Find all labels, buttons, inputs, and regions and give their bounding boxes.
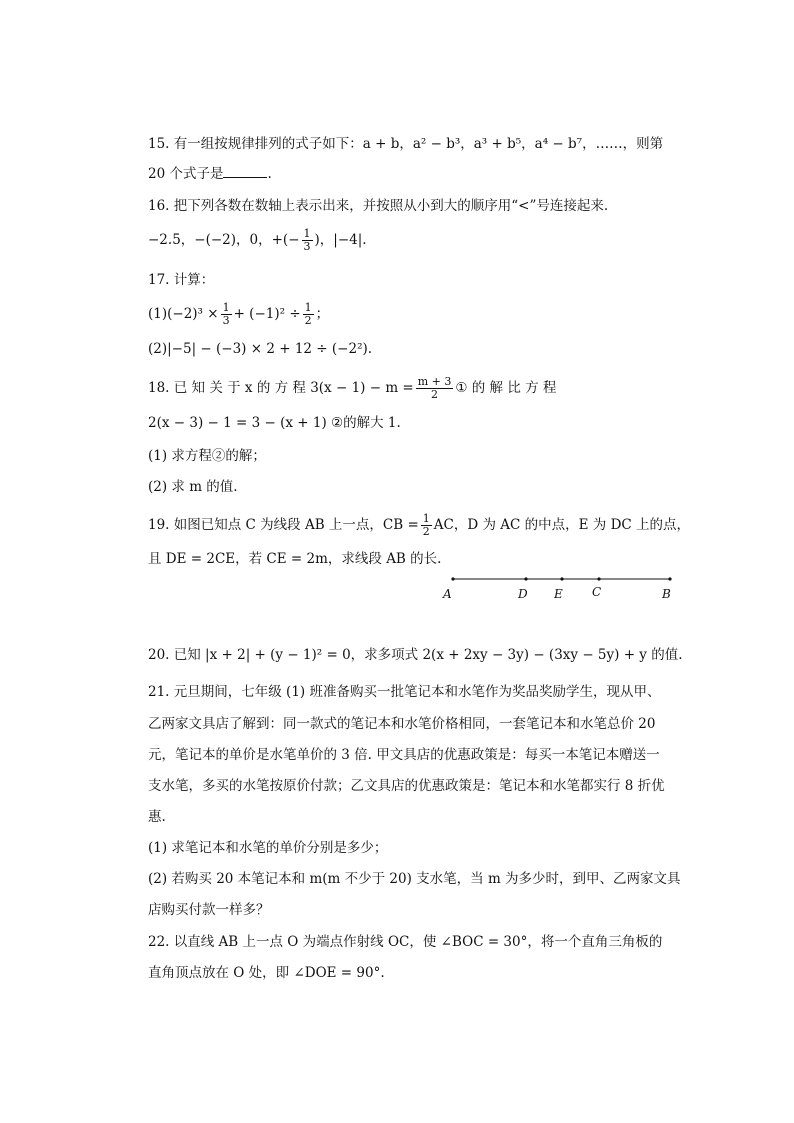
q21-line3: 元，笔记本的单价是水笔单价的 3 倍. 甲文具店的优惠政策是：每买一本笔记本赠送一	[148, 747, 660, 763]
line-segment-diagram	[436, 570, 686, 606]
q19-line1-a: 19. 如图已知点 C 为线段 AB 上一点，CB =	[148, 517, 419, 533]
point-b-dot	[668, 577, 671, 580]
answer-blank	[223, 165, 267, 178]
q21-line1: 21. 元旦期间，七年级 (1) 班准备购买一批笔记本和水笔作为奖品奖励学生，现从甲、	[148, 684, 661, 700]
q17-p1-b: + (−1)² ÷	[233, 306, 301, 322]
point-e-label: E	[554, 587, 563, 601]
q21-part1: (1) 求笔记本和水笔的单价分别是多少；	[148, 840, 388, 856]
fraction-denominator: 2	[422, 525, 430, 538]
q21-line4: 支水笔，多买的水笔按原价付款；乙文具店的优惠政策是：笔记本和水笔都实行 8 折优	[148, 778, 665, 794]
q19-fraction	[421, 513, 432, 538]
q18-part2: (2) 求 m 的值.	[148, 479, 238, 495]
fraction-numerator: 1	[422, 512, 430, 525]
q21-line2: 乙两家文具店了解到：同一款式的笔记本和水笔价格相同，一套笔记本和水笔总价 20	[148, 716, 656, 732]
q16-numbers-end: )，|−4|.	[314, 232, 367, 248]
point-c-label: C	[592, 585, 602, 599]
point-e-dot	[560, 577, 563, 580]
point-d-dot	[524, 577, 527, 580]
fraction-numerator: 1	[303, 227, 311, 240]
q16-line1: 16. 把下列各数在数轴上表示出来，并按照从小到大的顺序用“<”号连接起来.	[148, 198, 609, 214]
q21-line5: 惠.	[148, 809, 166, 825]
q15-line2-text: 20 个式子是	[148, 166, 224, 182]
point-d-label: D	[518, 587, 528, 601]
q17-fraction-2	[303, 302, 314, 327]
point-b-label: B	[662, 587, 671, 601]
q16-fraction	[302, 228, 313, 253]
q17-part1	[148, 302, 329, 327]
q18-fraction	[416, 376, 454, 401]
q17-part2: (2)|−5| − (−3) × 2 + 12 ÷ (−2²).	[148, 341, 373, 357]
q17-p1-c: ；	[315, 306, 330, 322]
fraction-numerator: 1	[222, 301, 230, 314]
q19-line1-b: AC，D 为 AC 的中点，E 为 DC 上的点，	[433, 517, 691, 533]
point-a-dot	[451, 577, 454, 580]
q18-line1-b: ① 的 解 比 方 程	[455, 380, 557, 396]
q18-line2: 2(x − 3) − 1 = 3 − (x + 1) ②的解大 1.	[148, 415, 401, 431]
q15-line1: 15. 有一组按规律排列的式子如下：a + b，a² − b³，a³ + b⁵，a⁴ − b⁷，……，则第	[148, 136, 664, 152]
fraction-denominator: 2	[431, 388, 439, 401]
q18-line1	[148, 376, 556, 401]
q17-p1-a: (1)(−2)³ ×	[148, 306, 219, 322]
q22-line1: 22. 以直线 AB 上一点 O 为端点作射线 OC，使 ∠BOC = 30°，将一个直角三角板的	[148, 934, 663, 950]
q18-line1-a: 18. 已 知 关 于 x 的 方 程 3(x − 1) − m =	[148, 380, 414, 396]
q19-line2: 且 DE = 2CE，若 CE = 2m，求线段 AB 的长.	[148, 551, 442, 567]
q18-part1: (1) 求方程②的解；	[148, 448, 266, 464]
q21-part2-line2: 店购买付款一样多？	[148, 902, 270, 918]
q16-numbers-start: −2.5，−(−2)，0，+(−	[148, 232, 300, 248]
q21-part2-line1: (2) 若购买 20 本笔记本和 m(m 不少于 20) 支水笔，当 m 为多少时，到甲、乙两家文具	[148, 871, 681, 887]
q15-line2-end: .	[267, 166, 272, 182]
q20-line1: 20. 已知 |x + 2| + (y − 1)² = 0，求多项式 2(x + 2xy − 3y) − (3xy − 5y) + y 的值.	[148, 647, 683, 663]
q16-line2	[148, 228, 367, 253]
fraction-numerator: 1	[304, 301, 312, 314]
q15-line2	[148, 164, 272, 184]
point-a-label: A	[443, 587, 452, 601]
q22-line2: 直角顶点放在 O 处，即 ∠DOE = 90°.	[148, 965, 385, 981]
fraction-denominator: 3	[303, 240, 311, 253]
q19-line1	[148, 513, 690, 538]
q17-title: 17. 计算：	[148, 272, 215, 288]
fraction-numerator: m + 3	[417, 375, 452, 388]
fraction-denominator: 2	[304, 314, 312, 327]
fraction-denominator: 3	[222, 314, 230, 327]
q17-fraction-1	[221, 302, 232, 327]
point-c-dot	[597, 577, 600, 580]
